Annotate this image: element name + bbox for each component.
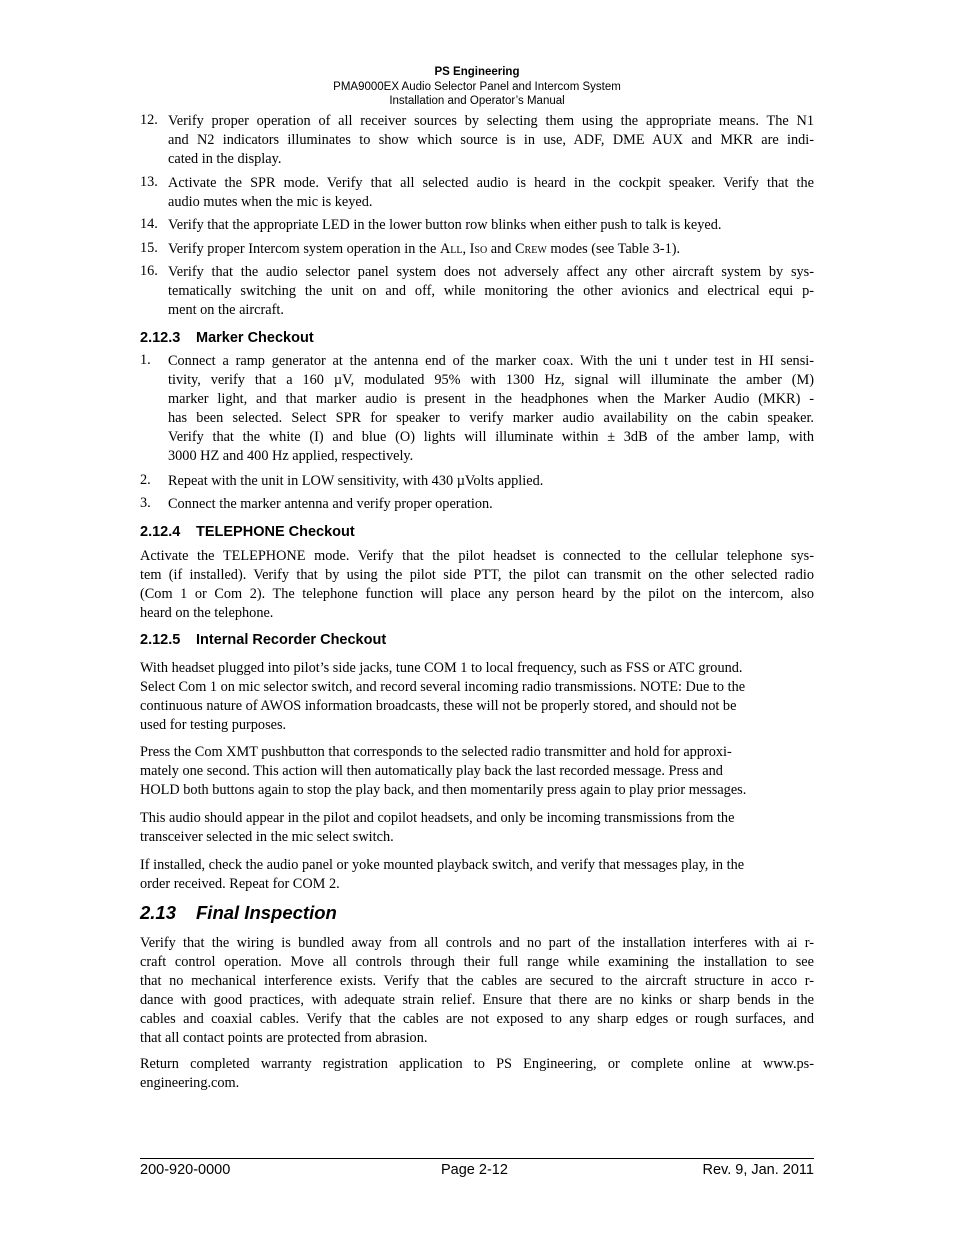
mode-crew: Crew (515, 241, 547, 257)
paragraph-line: that all contact points are protected from abrasion. (140, 1030, 428, 1046)
item-text-line: Verify that the white (I) and blue (O) lights will illuminate within ± 3dB of the amber lamp, with (168, 429, 814, 445)
paragraph-line: tem (if installed). Verify that by using the pilot side PTT, the pilot can transmit on the other selected radio (140, 567, 814, 583)
section-heading-final-inspection (140, 902, 337, 924)
footer-rule (140, 1158, 814, 1159)
section-heading-telephone (140, 523, 355, 541)
mode-iso: Iso (469, 241, 488, 257)
item-text-line: and N2 indicators illuminates to show which source is in use, ADF, DME AUX and MKR are indi- (168, 132, 814, 148)
recorder-paragraph-1 (140, 659, 814, 735)
recorder-paragraph-2 (140, 743, 814, 800)
paragraph-line: mately one second. This action will then automatically play back the last recorded message. Press and (140, 763, 723, 779)
section-number: 2.13 (140, 902, 177, 923)
paragraph-line: Press the Com XMT pushbutton that corresponds to the selected radio transmitter and hold for approxi- (140, 744, 732, 760)
item-number: 3. (140, 495, 151, 511)
final-paragraph-1 (140, 934, 814, 1048)
telephone-paragraph (140, 547, 814, 623)
paragraph-line: that no mechanical interference exists. Verify that the cables are secured to the aircraft structure in acco r- (140, 973, 814, 989)
section-title: TELEPHONE Checkout (196, 524, 355, 540)
text-run: and (487, 241, 516, 257)
paragraph-line: Verify that the wiring is bundled away from all controls and no part of the installation interferes with ai r- (140, 935, 814, 951)
item-text-line: Connect the marker antenna and verify proper operation. (168, 496, 493, 512)
item-text-line: Verify proper operation of all receiver sources by selecting them using the appropriate means. The N1 (168, 113, 814, 129)
section-title: Marker Checkout (196, 330, 314, 346)
item-text-line: Connect a ramp generator at the antenna end of the marker coax. With the uni t under test in HI sensi- (168, 353, 814, 369)
item-text-line: audio mutes when the mic is keyed. (168, 194, 373, 210)
header-manual-title: Installation and Operator’s Manual (389, 95, 565, 107)
mode-all: All, (439, 241, 467, 257)
item-text-line: marker light, and that marker audio is present in the headphones when the Marker Audio (MKR) - (168, 391, 814, 407)
item-number: 12. (140, 112, 158, 128)
item-text-line: cated in the display. (168, 151, 282, 167)
paragraph-line: craft control operation. Move all controls through their full range while examining the installation to see (140, 954, 814, 970)
item-number: 16. (140, 263, 158, 279)
section-title: Final Inspection (196, 902, 337, 923)
section-number: 2.12.3 (140, 330, 181, 346)
recorder-paragraph-3 (140, 809, 814, 847)
paragraph-line: order received. Repeat for COM 2. (140, 876, 340, 892)
item-text-line: has been selected. Select SPR for speaker to verify marker audio availability on the cabin speaker. (168, 410, 814, 426)
paragraph-line: This audio should appear in the pilot and copilot headsets, and only be incoming transmissions from the (140, 810, 735, 826)
paragraph-line: Return completed warranty registration application to PS Engineering, or complete online at www.ps- (140, 1056, 814, 1072)
final-paragraph-2 (140, 1055, 814, 1093)
item-text-line: tivity, verify that a 160 µV, modulated 95% with 1300 Hz, signal will illuminate the amber (M) (168, 372, 814, 388)
item-text-line: 3000 HZ and 400 Hz applied, respectively. (168, 448, 414, 464)
item-text-line: Repeat with the unit in LOW sensitivity, with 430 µVolts applied. (168, 473, 544, 489)
item-number: 14. (140, 216, 158, 232)
page-header (0, 65, 954, 109)
paragraph-line: Activate the TELEPHONE mode. Verify that the pilot headset is connected to the cellular telephone sys- (140, 548, 814, 564)
header-company: PS Engineering (434, 66, 520, 78)
paragraph-line: dance with good practices, with adequate strain relief. Ensure that there are no kinks or sharp bends in the (140, 992, 814, 1008)
item-number: 1. (140, 352, 151, 368)
paragraph-line: used for testing purposes. (140, 717, 287, 733)
paragraph-line: cables and coaxial cables. Verify that the cables are not exposed to any sharp edges or rough surfaces, and (140, 1011, 814, 1027)
text-run: modes (see Table 3-1). (546, 241, 681, 257)
item-number: 13. (140, 174, 158, 190)
item-text-line: Verify that the appropriate LED in the lower button row blinks when either push to talk is keyed. (168, 217, 722, 233)
section-number: 2.12.4 (140, 524, 181, 540)
paragraph-line: continuous nature of AWOS information broadcasts, these will not be properly stored, and should not be (140, 698, 737, 714)
header-product: PMA9000EX Audio Selector Panel and Intercom System (333, 80, 621, 93)
paragraph-line: HOLD both buttons again to stop the play back, and then momentarily press again to play prior messages. (140, 782, 747, 798)
footer-revision: Rev. 9, Jan. 2011 (702, 1162, 814, 1178)
section-title: Internal Recorder Checkout (196, 632, 387, 648)
paragraph-line: engineering.com. (140, 1075, 240, 1091)
text-run: Verify proper Intercom system operation in the (168, 241, 440, 257)
section-heading-recorder (140, 631, 386, 649)
item-number: 15. (140, 240, 158, 256)
item-text-line: tematically switching the unit on and off, while monitoring the other avionics and electrical equi p- (168, 283, 814, 299)
footer-doc-number: 200-920-0000 (140, 1162, 231, 1178)
paragraph-line: With headset plugged into pilot’s side jacks, tune COM 1 to local frequency, such as FSS or ATC ground. (140, 660, 743, 676)
item-number: 2. (140, 472, 151, 488)
section-heading-marker (140, 329, 314, 347)
item-text-line: Verify that the audio selector panel system does not adversely affect any other aircraft system by sys- (168, 264, 814, 280)
footer-page-number: Page 2-12 (441, 1162, 508, 1178)
item-text-line (168, 240, 814, 259)
paragraph-line: heard on the telephone. (140, 605, 274, 621)
item-text-line: ment on the aircraft. (168, 302, 284, 318)
paragraph-line: transceiver selected in the mic select switch. (140, 829, 394, 845)
paragraph-line: Select Com 1 on mic selector switch, and record several incoming radio transmissions. NOTE: Due to the (140, 679, 746, 695)
recorder-paragraph-4 (140, 856, 814, 894)
paragraph-line: If installed, check the audio panel or yoke mounted playback switch, and verify that messages play, in the (140, 857, 745, 873)
item-text-line: Activate the SPR mode. Verify that all selected audio is heard in the cockpit speaker. Verify that the (168, 175, 814, 191)
paragraph-line: (Com 1 or Com 2). The telephone function will place any person heard by the pilot on the intercom, also (140, 586, 814, 602)
section-number: 2.12.5 (140, 632, 181, 648)
